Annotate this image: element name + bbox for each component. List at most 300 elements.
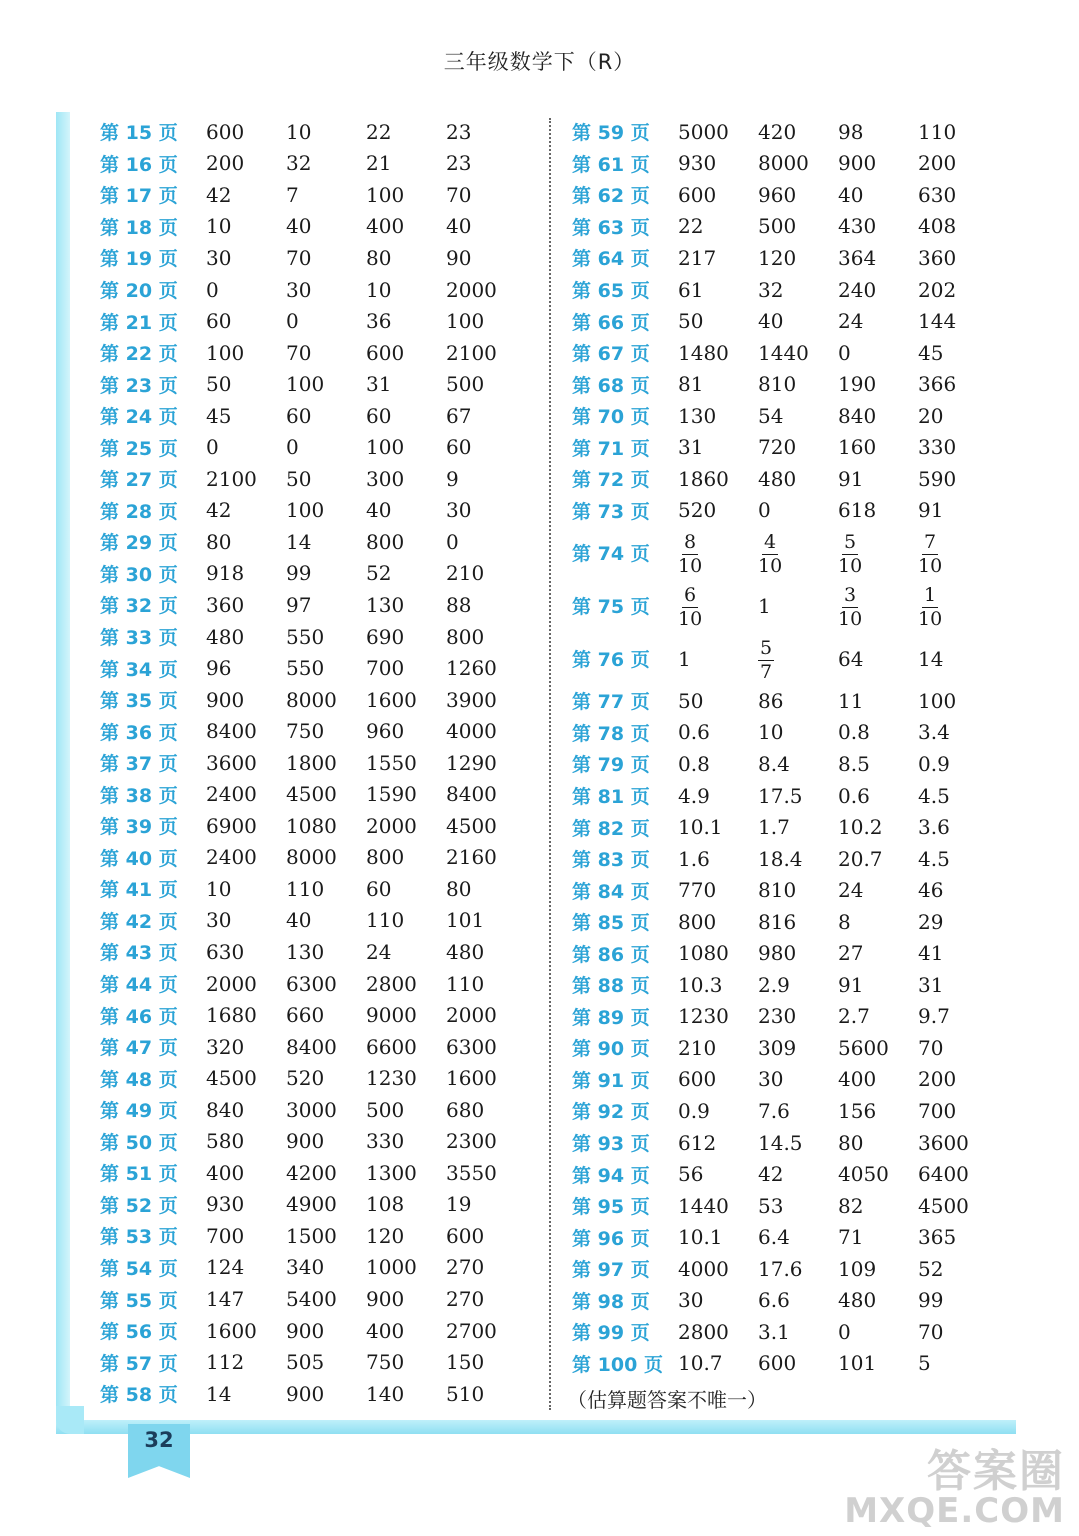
- answer-value: 480: [838, 1288, 877, 1313]
- answer-value: 630: [206, 939, 245, 964]
- answer-value: 27: [838, 941, 864, 966]
- answer-value: 2100: [206, 466, 257, 491]
- page-suffix: 页: [630, 1038, 650, 1061]
- page-prefix: 第: [100, 374, 120, 397]
- answer-value: 112: [206, 1350, 245, 1375]
- page-suffix: 页: [630, 1290, 650, 1313]
- page-number-ref: 75: [597, 596, 625, 619]
- page-prefix: 第: [572, 596, 592, 619]
- numerator: 1: [924, 584, 937, 607]
- page-prefix: 第: [572, 880, 592, 903]
- page-suffix: 页: [630, 1006, 650, 1029]
- answer-value: 40: [446, 214, 472, 239]
- answer-row: [100, 905, 526, 937]
- page-number-ref: 46: [125, 1005, 153, 1028]
- page-reference: [100, 781, 206, 808]
- page-suffix: 页: [158, 1226, 178, 1249]
- answer-value: 110: [918, 119, 957, 144]
- page-reference: [572, 1255, 678, 1282]
- page-reference: [100, 244, 206, 271]
- page-prefix: 第: [100, 1100, 120, 1123]
- page-number-ref: 21: [125, 311, 153, 334]
- answer-value: 10.1: [678, 815, 723, 840]
- answer-value: 30: [286, 277, 312, 302]
- answer-value: 1: [678, 646, 691, 671]
- answer-value: 8.4: [758, 751, 790, 776]
- page-number-ref: 99: [597, 1322, 625, 1345]
- page-prefix: 第: [572, 691, 592, 714]
- page-suffix: 页: [630, 343, 650, 366]
- page-reference: [100, 118, 206, 145]
- page-number-ref: 89: [597, 1006, 625, 1029]
- answer-value: 5: [918, 1351, 931, 1376]
- page-reference: [100, 591, 206, 618]
- answer-value: 40: [286, 908, 312, 933]
- answer-value: 918: [206, 561, 245, 586]
- answer-value: 20: [918, 403, 944, 428]
- numerator: 4: [764, 531, 777, 554]
- answer-value: 900: [206, 687, 245, 712]
- column-divider: [549, 118, 551, 1410]
- answer-row: [572, 1001, 998, 1033]
- answer-value: 56: [678, 1162, 704, 1187]
- answer-value: 630: [918, 182, 957, 207]
- denominator: 10: [918, 555, 943, 578]
- page-prefix: 第: [100, 1289, 120, 1312]
- answer-value: 1590: [366, 782, 417, 807]
- page-number-ref: 59: [597, 122, 625, 145]
- page-prefix: 第: [572, 754, 592, 777]
- answer-value: 6.6: [758, 1288, 790, 1313]
- answer-value: 5600: [838, 1035, 889, 1060]
- estimation-note: （估算题答案不唯一）: [567, 1388, 767, 1412]
- page-suffix: 页: [158, 437, 178, 460]
- page-number-ref: 90: [597, 1038, 625, 1061]
- answer-value: 2000: [206, 971, 257, 996]
- page-reference: [100, 844, 206, 871]
- answer-value: 130: [366, 592, 405, 617]
- answer-value: 52: [918, 1256, 944, 1281]
- page-suffix: 页: [630, 311, 650, 334]
- answer-value: 98: [838, 119, 864, 144]
- answer-value: 60: [286, 403, 312, 428]
- page-suffix: 页: [158, 500, 178, 523]
- page-prefix: 第: [100, 1226, 120, 1249]
- page-prefix: 第: [100, 1321, 120, 1344]
- answer-row: [100, 1283, 526, 1315]
- page-reference: [572, 1066, 678, 1093]
- answer-value: 60: [446, 435, 472, 460]
- answer-value: 1800: [286, 750, 337, 775]
- answer-row: [572, 717, 998, 749]
- answer-value: 4000: [446, 719, 497, 744]
- page-number-ref: 72: [597, 469, 625, 492]
- page-reference: [572, 1034, 678, 1061]
- answer-value: 660: [286, 1003, 325, 1028]
- answer-row: [572, 400, 998, 432]
- page-prefix: 第: [100, 1068, 120, 1091]
- page-number-ref: 51: [125, 1163, 153, 1186]
- answer-value: 2000: [366, 813, 417, 838]
- page-prefix: 第: [572, 216, 592, 239]
- page-suffix: 页: [158, 1289, 178, 1312]
- answer-value: 1080: [286, 813, 337, 838]
- page-reference: [100, 560, 206, 587]
- answer-value: 1440: [758, 340, 809, 365]
- page-reference: [572, 539, 678, 566]
- answer-value: 750: [366, 1350, 405, 1375]
- page-reference: [100, 1128, 206, 1155]
- answer-value: 960: [366, 719, 405, 744]
- page-reference: [572, 877, 678, 904]
- page-number-ref: 91: [597, 1069, 625, 1092]
- answer-value: 32: [286, 151, 312, 176]
- page-number-ref: 39: [125, 816, 153, 839]
- answer-value: 120: [758, 245, 797, 270]
- page-reference: [572, 687, 678, 714]
- page-reference: [100, 528, 206, 555]
- answer-value: 8000: [758, 151, 809, 176]
- answer-value: 0.8: [678, 751, 710, 776]
- answer-row: [572, 937, 998, 969]
- answer-value: 480: [206, 624, 245, 649]
- page-number-ref: 83: [597, 849, 625, 872]
- denominator: 10: [918, 608, 943, 631]
- answer-value: 0: [758, 498, 771, 523]
- answer-row: [572, 1095, 998, 1127]
- answer-value: 97: [286, 592, 312, 617]
- page-prefix: 第: [572, 943, 592, 966]
- page-suffix: 页: [158, 942, 178, 965]
- page-prefix: 第: [572, 374, 592, 397]
- denominator: 10: [758, 555, 783, 578]
- page-number-ref: 52: [125, 1194, 153, 1217]
- answer-row: [100, 1346, 526, 1378]
- page-suffix: 页: [630, 1227, 650, 1250]
- answer-row: [100, 873, 526, 905]
- answer-value: 202: [918, 277, 957, 302]
- page-suffix: 页: [158, 1037, 178, 1060]
- answer-value: 100: [206, 340, 245, 365]
- page-suffix: 页: [158, 721, 178, 744]
- page-number-ref: 34: [125, 658, 153, 681]
- watermark-line1: 答案圈: [927, 1446, 1065, 1497]
- answer-value: 408: [918, 214, 957, 239]
- answer-value: [758, 635, 838, 682]
- answer-value: 480: [758, 466, 797, 491]
- page-suffix: 页: [158, 910, 178, 933]
- page-reference: [572, 465, 678, 492]
- answer-value: 550: [286, 656, 325, 681]
- answer-value: 900: [286, 1381, 325, 1406]
- answer-value: 50: [206, 372, 232, 397]
- answer-value: 32: [758, 277, 784, 302]
- answer-value: 520: [678, 498, 717, 523]
- page-suffix: 页: [158, 1384, 178, 1407]
- answer-value: 360: [918, 245, 957, 270]
- denominator: 10: [678, 555, 703, 578]
- answer-value: 96: [206, 656, 232, 681]
- answer-value: 4500: [446, 813, 497, 838]
- page-prefix: 第: [572, 1353, 592, 1376]
- page-number-ref: 50: [125, 1131, 153, 1154]
- page-number-ref: 54: [125, 1257, 153, 1280]
- answer-value: 64: [838, 646, 864, 671]
- answer-value: 520: [286, 1066, 325, 1091]
- answer-row: [100, 1378, 526, 1410]
- answer-value: 30: [206, 908, 232, 933]
- answer-value: 110: [366, 908, 405, 933]
- page-suffix: 页: [158, 1068, 178, 1091]
- answer-value: 31: [918, 972, 944, 997]
- answer-value: 400: [366, 214, 405, 239]
- page-prefix: 第: [572, 343, 592, 366]
- answer-value: 580: [206, 1129, 245, 1154]
- page-number-ref: 66: [597, 311, 625, 334]
- answer-value: 0.9: [918, 751, 950, 776]
- answer-row: [100, 400, 526, 432]
- page-prefix: 第: [572, 311, 592, 334]
- page-suffix: 页: [630, 1259, 650, 1282]
- page-suffix: 页: [158, 1131, 178, 1154]
- answer-value: 23: [446, 119, 472, 144]
- answer-row: [572, 1127, 998, 1159]
- page-prefix: 第: [100, 406, 120, 429]
- page-number-ref: 41: [125, 879, 153, 902]
- page-number-ref: 79: [597, 754, 625, 777]
- page-number-ref: 33: [125, 627, 153, 650]
- page-number-ref: 44: [125, 974, 153, 997]
- answer-value: 230: [758, 1004, 797, 1029]
- answer-value: 24: [366, 939, 392, 964]
- page-suffix: 页: [630, 649, 650, 672]
- answer-row: [100, 589, 526, 621]
- page-number-ref: 15: [125, 122, 153, 145]
- answer-value: 120: [366, 1223, 405, 1248]
- answer-value: 1.7: [758, 815, 790, 840]
- answer-value: 217: [678, 245, 717, 270]
- answer-value: 364: [838, 245, 877, 270]
- answer-value: 1300: [366, 1160, 417, 1185]
- answer-value: 2000: [446, 1003, 497, 1028]
- answer-row: [100, 242, 526, 274]
- page-number-ref: 20: [125, 280, 153, 302]
- page-reference: [572, 645, 678, 672]
- page-prefix: 第: [100, 658, 120, 681]
- answer-value: 800: [366, 529, 405, 554]
- answer-value: 618: [838, 498, 877, 523]
- answer-value: 700: [366, 656, 405, 681]
- page-suffix: 页: [643, 1353, 663, 1376]
- page-number-ref: 97: [597, 1259, 625, 1282]
- page-reference: [572, 118, 678, 145]
- answer-value: 30: [446, 498, 472, 523]
- page-number-ref: 42: [125, 910, 153, 933]
- answer-value: 400: [366, 1318, 405, 1343]
- answer-value: 42: [206, 182, 232, 207]
- answer-row: [100, 968, 526, 1000]
- answer-value: 10.3: [678, 972, 723, 997]
- denominator: 10: [678, 608, 703, 631]
- answer-value: 3.6: [918, 815, 950, 840]
- page-reference: [572, 1287, 678, 1314]
- page-reference: [100, 339, 206, 366]
- answer-row: [572, 1158, 998, 1190]
- answer-value: 130: [678, 403, 717, 428]
- page-reference: [572, 402, 678, 429]
- answer-value: 36: [366, 309, 392, 334]
- page-prefix: 第: [100, 216, 120, 239]
- answer-value: 1600: [206, 1318, 257, 1343]
- answer-value: 270: [446, 1255, 485, 1280]
- page-number-ref: 19: [125, 248, 153, 271]
- answer-value: 6300: [286, 971, 337, 996]
- answer-value: 1290: [446, 750, 497, 775]
- answer-value: 0.6: [838, 783, 870, 808]
- page-number-ref: 57: [125, 1352, 153, 1375]
- answer-value: 810: [758, 878, 797, 903]
- page-prefix: 第: [572, 1006, 592, 1029]
- answer-value: 500: [366, 1097, 405, 1122]
- answer-row: [572, 179, 998, 211]
- page-prefix: 第: [572, 1196, 592, 1219]
- answer-value: 900: [286, 1129, 325, 1154]
- page-suffix: 页: [630, 216, 650, 239]
- page-number-ref: 35: [125, 690, 153, 713]
- page-suffix: 页: [630, 122, 650, 145]
- answer-value: 210: [678, 1035, 717, 1060]
- page-suffix: 页: [158, 216, 178, 239]
- answer-value: 10: [286, 119, 312, 144]
- answer-value: 420: [758, 119, 797, 144]
- page-suffix: 页: [630, 1101, 650, 1124]
- answer-row: [572, 1348, 998, 1380]
- answer-value: 100: [446, 309, 485, 334]
- page-suffix: 页: [630, 185, 650, 208]
- answer-value: 80: [838, 1130, 864, 1155]
- page-reference: [100, 308, 206, 335]
- page-prefix: 第: [100, 847, 120, 870]
- answer-value: 210: [446, 561, 485, 586]
- answer-value: 7.6: [758, 1098, 790, 1123]
- answer-row: [572, 305, 998, 337]
- answer-value: 365: [918, 1225, 957, 1250]
- numerator: 5: [760, 637, 773, 660]
- page-suffix: 页: [630, 817, 650, 840]
- answer-value: 124: [206, 1255, 245, 1280]
- answer-value: 309: [758, 1035, 797, 1060]
- answer-row: [100, 558, 526, 590]
- answer-row: [100, 715, 526, 747]
- answer-value: 3.4: [918, 720, 950, 745]
- answer-value: 80: [366, 245, 392, 270]
- answer-row: [572, 1032, 998, 1064]
- fraction: [838, 533, 862, 576]
- page-reference: [100, 938, 206, 965]
- answer-value: 24: [838, 309, 864, 334]
- page-prefix: 第: [572, 500, 592, 523]
- answer-value: 816: [758, 909, 797, 934]
- page-prefix: 第: [100, 784, 120, 807]
- page-suffix: 页: [630, 374, 650, 397]
- denominator: 10: [838, 555, 863, 578]
- page-prefix: 第: [572, 1133, 592, 1156]
- page-number-ref: 47: [125, 1037, 153, 1060]
- answer-row: [100, 463, 526, 495]
- answer-value: 3600: [206, 750, 257, 775]
- answer-value: 8400: [206, 719, 257, 744]
- answer-value: 109: [838, 1256, 877, 1281]
- answer-value: 6.4: [758, 1225, 790, 1250]
- answer-value: 270: [446, 1287, 485, 1311]
- page-reference: [100, 150, 206, 177]
- page-number-ref: 100: [597, 1353, 638, 1376]
- answer-value: 600: [678, 1067, 717, 1092]
- answer-value: 1000: [366, 1255, 417, 1280]
- answer-value: 0.6: [678, 720, 710, 745]
- page-number-ref: 30: [125, 563, 153, 586]
- answer-value: 1550: [366, 750, 417, 775]
- answer-row: [572, 874, 998, 906]
- page-suffix: 页: [158, 406, 178, 429]
- answer-value: 81: [678, 372, 704, 397]
- answer-row: [100, 1031, 526, 1063]
- answer-value: 140: [366, 1381, 405, 1406]
- page-suffix: 页: [630, 248, 650, 271]
- answer-value: 20.7: [838, 846, 883, 871]
- page-prefix: 第: [572, 1101, 592, 1124]
- page-prefix: 第: [100, 910, 120, 933]
- page-suffix: 页: [630, 1196, 650, 1219]
- page-reference: [572, 181, 678, 208]
- page-reference: [572, 908, 678, 935]
- answer-value: 200: [206, 151, 245, 176]
- answer-row: [572, 368, 998, 400]
- page-prefix: 第: [100, 311, 120, 334]
- page-suffix: 页: [158, 595, 178, 618]
- answer-value: 31: [366, 372, 392, 397]
- answer-value: 52: [366, 561, 392, 586]
- answer-value: 60: [366, 403, 392, 428]
- page-suffix: 页: [630, 437, 650, 460]
- page-reference: [100, 1349, 206, 1376]
- answer-value: 0: [286, 435, 299, 460]
- answer-row: [100, 495, 526, 527]
- page-number-ref: 71: [597, 437, 625, 460]
- answer-row: [100, 179, 526, 211]
- answer-value: 2400: [206, 782, 257, 807]
- answer-value: 300: [366, 466, 405, 491]
- page-suffix: 页: [630, 596, 650, 619]
- answer-row: [100, 1062, 526, 1094]
- answer-value: 10: [206, 214, 232, 239]
- answer-value: 0.8: [838, 720, 870, 745]
- page-number-ref: 68: [597, 374, 625, 397]
- answer-value: 612: [678, 1130, 717, 1155]
- answer-value: 4500: [286, 782, 337, 807]
- answer-value: 400: [838, 1067, 877, 1092]
- page-reference: [572, 719, 678, 746]
- answer-value: 720: [758, 435, 797, 460]
- page-prefix: 第: [100, 942, 120, 965]
- answer-value: 4.5: [918, 846, 950, 871]
- answer-value: 5000: [678, 119, 729, 144]
- answer-value: 330: [918, 435, 957, 460]
- page-reference: [100, 1191, 206, 1218]
- answer-value: 900: [366, 1287, 405, 1311]
- page-number-ref: 40: [125, 847, 153, 870]
- page-prefix: 第: [572, 912, 592, 935]
